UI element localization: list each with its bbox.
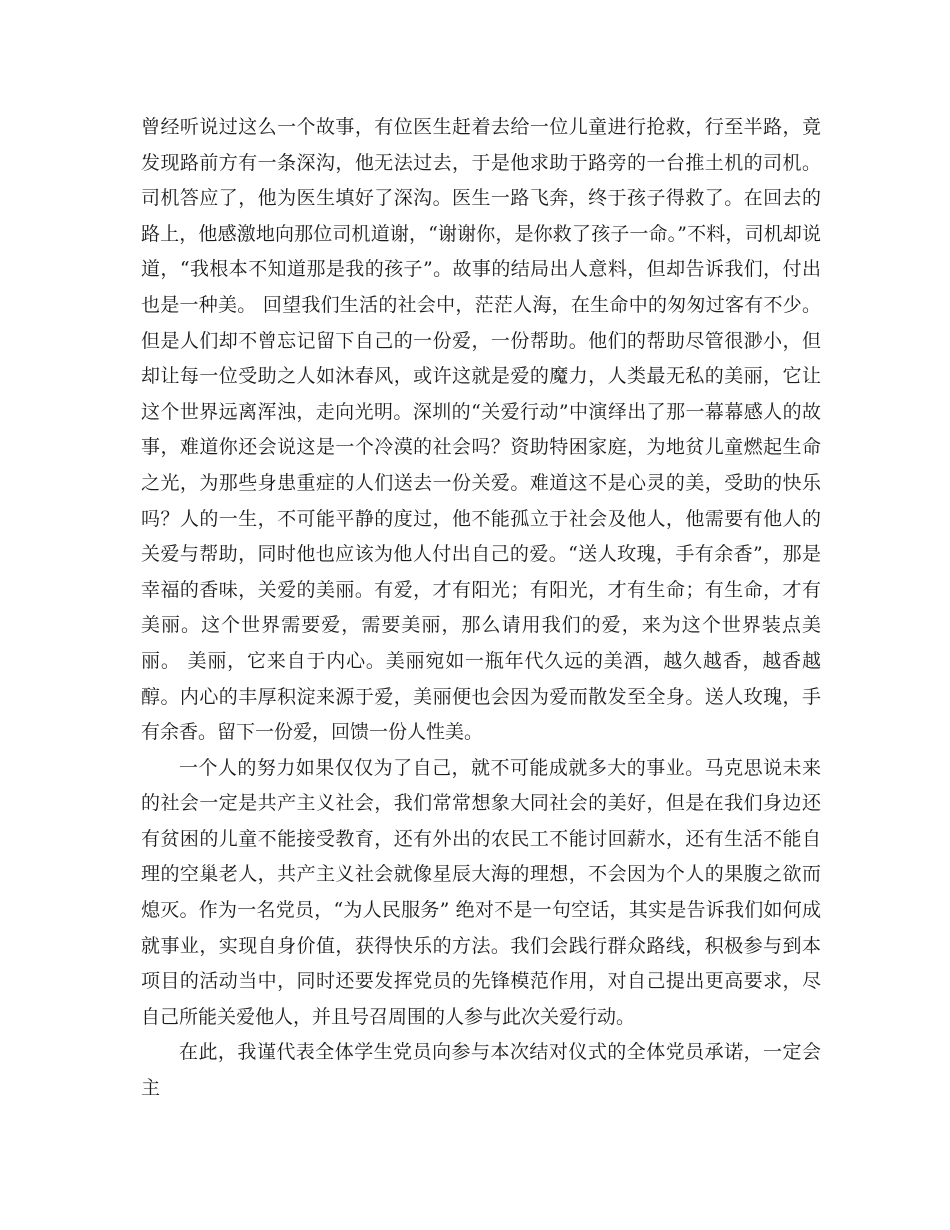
paragraph-pledge: 在此，我谨代表全体学生党员向参与本次结对仪式的全体党员承诺，一定会主 (141, 1041, 821, 1100)
paragraph-story: 曾经听说过这么一个故事，有位医生赶着去给一位儿童进行抢救，行至半路，竟发现路前方有一条深沟，他无法过去，于是他求助于路旁的一台推土机的司机。司机答应了，他为医生填好了深沟。医生一路飞奔，终于孩子得救了。在回去的路上，他感激地向那位司机道谢，“谢谢你，是你救了孩子一命。”不料，司机却说道，“我根本不知道那是我的孩子”。故事的结局出人意料，但却告诉我们，付出也是一种美。 回望我们生活的社会中，茫茫人海，在生命中的匆匆过客有不少。但是人们却不曾忘记留下自己的一份爱，一份帮助。他们的帮助尽管很渺小，但却让每一位受助之人如沐春风，或许这就是爱的魔力，人类最无私的美丽，它让这个世界远离浑浊，走向光明。深圳的“关爱行动”中演绎出了那一幕幕感人的故事，难道你还会说这是一个冷漠的社会吗？资助特困家庭，为地贫儿童燃起生命之光，为那些身患重症的人们送去一份关爱。难道这不是心灵的美，受助的快乐吗？人的一生，不可能平静的度过，他不能孤立于社会及他人，他需要有他人的关爱与帮助，同时他也应该为他人付出自己的爱。“送人玫瑰，手有余香”，那是幸福的香味，关爱的美丽。有爱，才有阳光；有阳光，才有生命；有生命，才有美丽。这个世界需要爱，需要美丽，那么请用我们的爱，来为这个世界装点美丽。 美丽，它来自于内心。美丽宛如一瓶年代久远的美酒，越久越香，越香越醇。内心的丰厚积淀来源于爱，美丽便也会因为爱而散发至全身。送人玫瑰，手有余香。留下一份爱，回馈一份人性美。 (141, 116, 821, 744)
document-body (141, 110, 821, 1107)
paragraph-party-member: 一个人的努力如果仅仅为了自己，就不可能成就多大的事业。马克思说未来的社会一定是共产主义社会，我们常常想象大同社会的美好，但是在我们身边还有贫困的儿童不能接受教育，还有外出的农民工不能讨回薪水，还有生活不能自理的空巢老人，共产主义社会就像星辰大海的理想，不会因为个人的果腹之欲而熄灭。作为一名党员，“为人民服务” 绝对不是一句空话，其实是告诉我们如何成就事业，实现自身价值，获得快乐的方法。我们会践行群众路线，积极参与到本项目的活动当中，同时还要发挥党员的先锋模范作用，对自己提出更高要求，尽自己所能关爱他人，并且号召周围的人参与此次关爱行动。 (141, 756, 821, 1028)
